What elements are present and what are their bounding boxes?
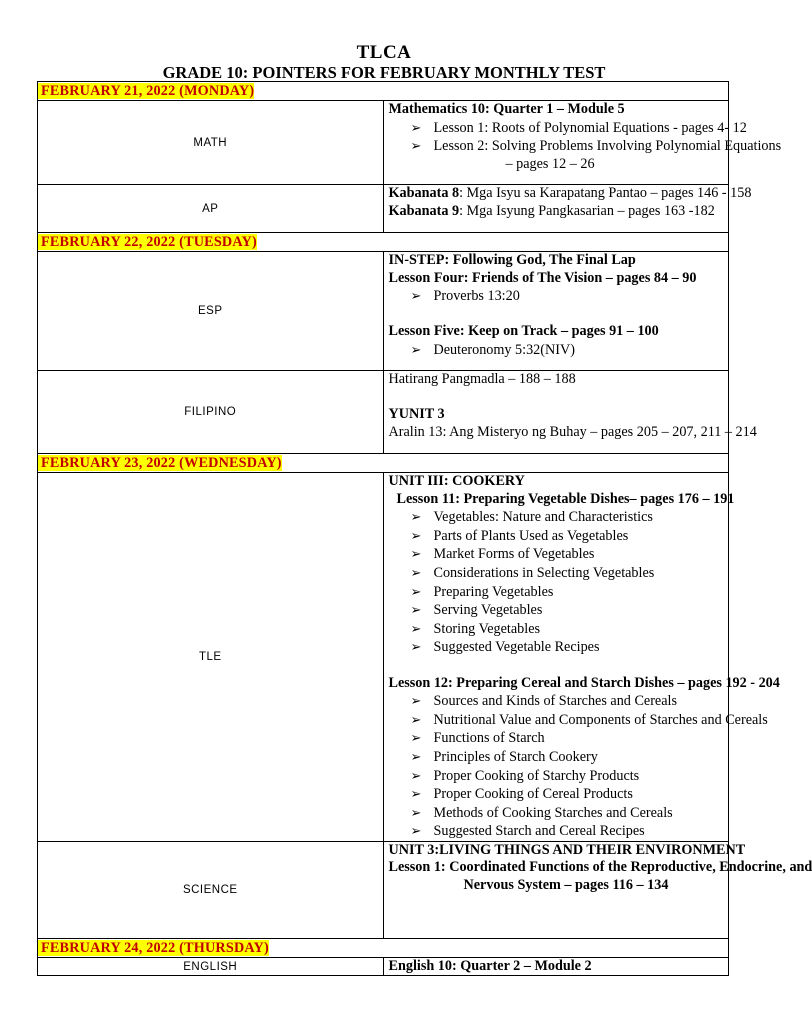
subject-content — [383, 841, 812, 938]
chapter-line: Kabanata 9: Mga Isyung Pangkasarian – pages 163 -182 — [388, 202, 715, 219]
subject-label: TLE — [38, 473, 384, 842]
date-row-wednesday — [38, 454, 729, 473]
subject-label: SCIENCE — [38, 841, 384, 938]
list-item: ➢ Lesson 1: Roots of Polynomial Equations - pages 4- 12 — [410, 119, 747, 136]
date-label: FEBRUARY 21, 2022 (MONDAY) — [38, 83, 254, 99]
arrow-bullet-icon: ➢ — [410, 546, 422, 562]
list-item: ➢ Considerations in Selecting Vegetables — [410, 564, 655, 581]
subject-content — [383, 252, 729, 371]
arrow-bullet-icon: ➢ — [410, 620, 422, 636]
list-item: ➢ Market Forms of Vegetables — [410, 546, 595, 563]
arrow-bullet-icon: ➢ — [410, 341, 422, 357]
book-heading: IN-STEP: Following God, The Final Lap — [388, 252, 636, 268]
school-name: TLCA — [356, 42, 412, 63]
date-label: FEBRUARY 23, 2022 (WEDNESDAY) — [38, 455, 282, 471]
arrow-bullet-icon: ➢ — [410, 583, 422, 599]
lesson-heading-continuation: Nervous System – pages 116 – 134 — [463, 877, 669, 894]
date-label: FEBRUARY 22, 2022 (TUESDAY) — [38, 234, 257, 250]
date-row-tuesday — [38, 233, 729, 252]
subject-content — [383, 185, 752, 233]
list-item: ➢ Lesson 2: Solving Problems Involving Polynomial Equations — [410, 138, 782, 155]
arrow-bullet-icon: ➢ — [410, 804, 422, 820]
subject-row-science — [38, 841, 729, 938]
date-row-monday — [38, 82, 729, 101]
date-label: FEBRUARY 24, 2022 (THURSDAY) — [38, 940, 269, 956]
arrow-bullet-icon: ➢ — [410, 693, 422, 709]
arrow-bullet-icon: ➢ — [410, 786, 422, 802]
arrow-bullet-icon: ➢ — [410, 748, 422, 764]
subject-label: FILIPINO — [38, 371, 384, 454]
arrow-bullet-icon: ➢ — [410, 602, 422, 618]
list-item: ➢ Sources and Kinds of Starches and Cereals — [410, 693, 677, 710]
list-item: ➢ Storing Vegetables — [410, 620, 541, 637]
subject-row-tle — [38, 473, 729, 842]
arrow-bullet-icon: ➢ — [410, 823, 422, 839]
list-item: ➢ Proper Cooking of Starchy Products — [410, 767, 640, 784]
topic-line: Hatirang Pangmadla – 188 – 188 — [388, 371, 576, 387]
list-item: ➢ Methods of Cooking Starches and Cereals — [410, 804, 673, 821]
arrow-bullet-icon: ➢ — [410, 138, 422, 154]
chapter-line: Kabanata 8: Mga Isyu sa Karapatang Pantao – pages 146 - 158 — [388, 185, 752, 201]
subject-content — [383, 473, 780, 842]
subject-row-english — [38, 957, 729, 976]
list-item: ➢ Preparing Vegetables — [410, 583, 554, 600]
list-item: ➢ Suggested Vegetable Recipes — [410, 639, 600, 656]
list-item: ➢ Principles of Starch Cookery — [410, 748, 598, 765]
list-item: ➢ Suggested Starch and Cereal Recipes — [410, 823, 645, 840]
subject-label: AP — [38, 185, 384, 233]
subject-row-filipino — [38, 371, 729, 454]
list-item: ➢ Proper Cooking of Cereal Products — [410, 786, 633, 803]
unit-heading: UNIT 3:LIVING THINGS AND THEIR ENVIRONMENT — [388, 841, 746, 858]
subject-label: ESP — [38, 252, 384, 371]
arrow-bullet-icon: ➢ — [410, 767, 422, 783]
subject-label: MATH — [38, 101, 384, 185]
arrow-bullet-icon: ➢ — [410, 288, 422, 304]
date-row-thursday — [38, 938, 729, 957]
lesson-heading: Lesson 12: Preparing Cereal and Starch Dishes – pages 192 - 204 — [388, 674, 780, 691]
list-item-continuation: – pages 12 – 26 — [505, 155, 595, 172]
test-schedule-table — [37, 81, 812, 976]
lesson-heading: Lesson Five: Keep on Track – pages 91 – 100 — [388, 323, 659, 340]
arrow-bullet-icon: ➢ — [410, 730, 422, 746]
subject-row-math — [38, 101, 729, 185]
unit-heading: YUNIT 3 — [388, 406, 445, 423]
list-item: ➢ Functions of Starch — [410, 730, 545, 747]
list-item: ➢ Vegetables: Nature and Characteristics — [410, 509, 653, 526]
subject-row-esp — [38, 252, 729, 371]
unit-heading: UNIT III: COOKERY — [388, 473, 525, 489]
list-item: ➢ Parts of Plants Used as Vegetables — [410, 527, 629, 544]
topic-line: Aralin 13: Ang Misteryo ng Buhay – pages 205 – 207, 211 – 214 — [388, 423, 757, 440]
list-item: ➢ Nutritional Value and Components of Starches and Cereals — [410, 711, 768, 728]
arrow-bullet-icon: ➢ — [410, 527, 422, 543]
arrow-bullet-icon: ➢ — [410, 711, 422, 727]
document-title: GRADE 10: POINTERS FOR FEBRUARY MONTHLY TEST — [162, 63, 606, 82]
list-item: ➢ Deuteronomy 5:32(NIV) — [410, 341, 575, 358]
arrow-bullet-icon: ➢ — [410, 119, 422, 135]
subject-row-ap — [38, 185, 729, 233]
list-item: ➢ Serving Vegetables — [410, 602, 543, 619]
subject-content — [383, 101, 782, 185]
lesson-heading: Lesson 11: Preparing Vegetable Dishes– pages 176 – 191 — [396, 490, 735, 507]
subject-label: ENGLISH — [38, 957, 384, 976]
list-item: ➢ Proverbs 13:20 — [410, 288, 520, 305]
arrow-bullet-icon: ➢ — [410, 564, 422, 580]
subject-content — [383, 371, 757, 454]
arrow-bullet-icon: ➢ — [410, 639, 422, 655]
arrow-bullet-icon: ➢ — [410, 509, 422, 525]
lesson-heading: Lesson Four: Friends of The Vision – pages 84 – 90 — [388, 269, 697, 286]
module-heading: English 10: Quarter 2 – Module 2 — [388, 957, 592, 974]
lesson-heading: Lesson 1: Coordinated Functions of the Reproductive, Endocrine, and — [388, 859, 812, 876]
module-heading: Mathematics 10: Quarter 1 – Module 5 — [388, 101, 625, 117]
subject-content — [383, 957, 729, 976]
